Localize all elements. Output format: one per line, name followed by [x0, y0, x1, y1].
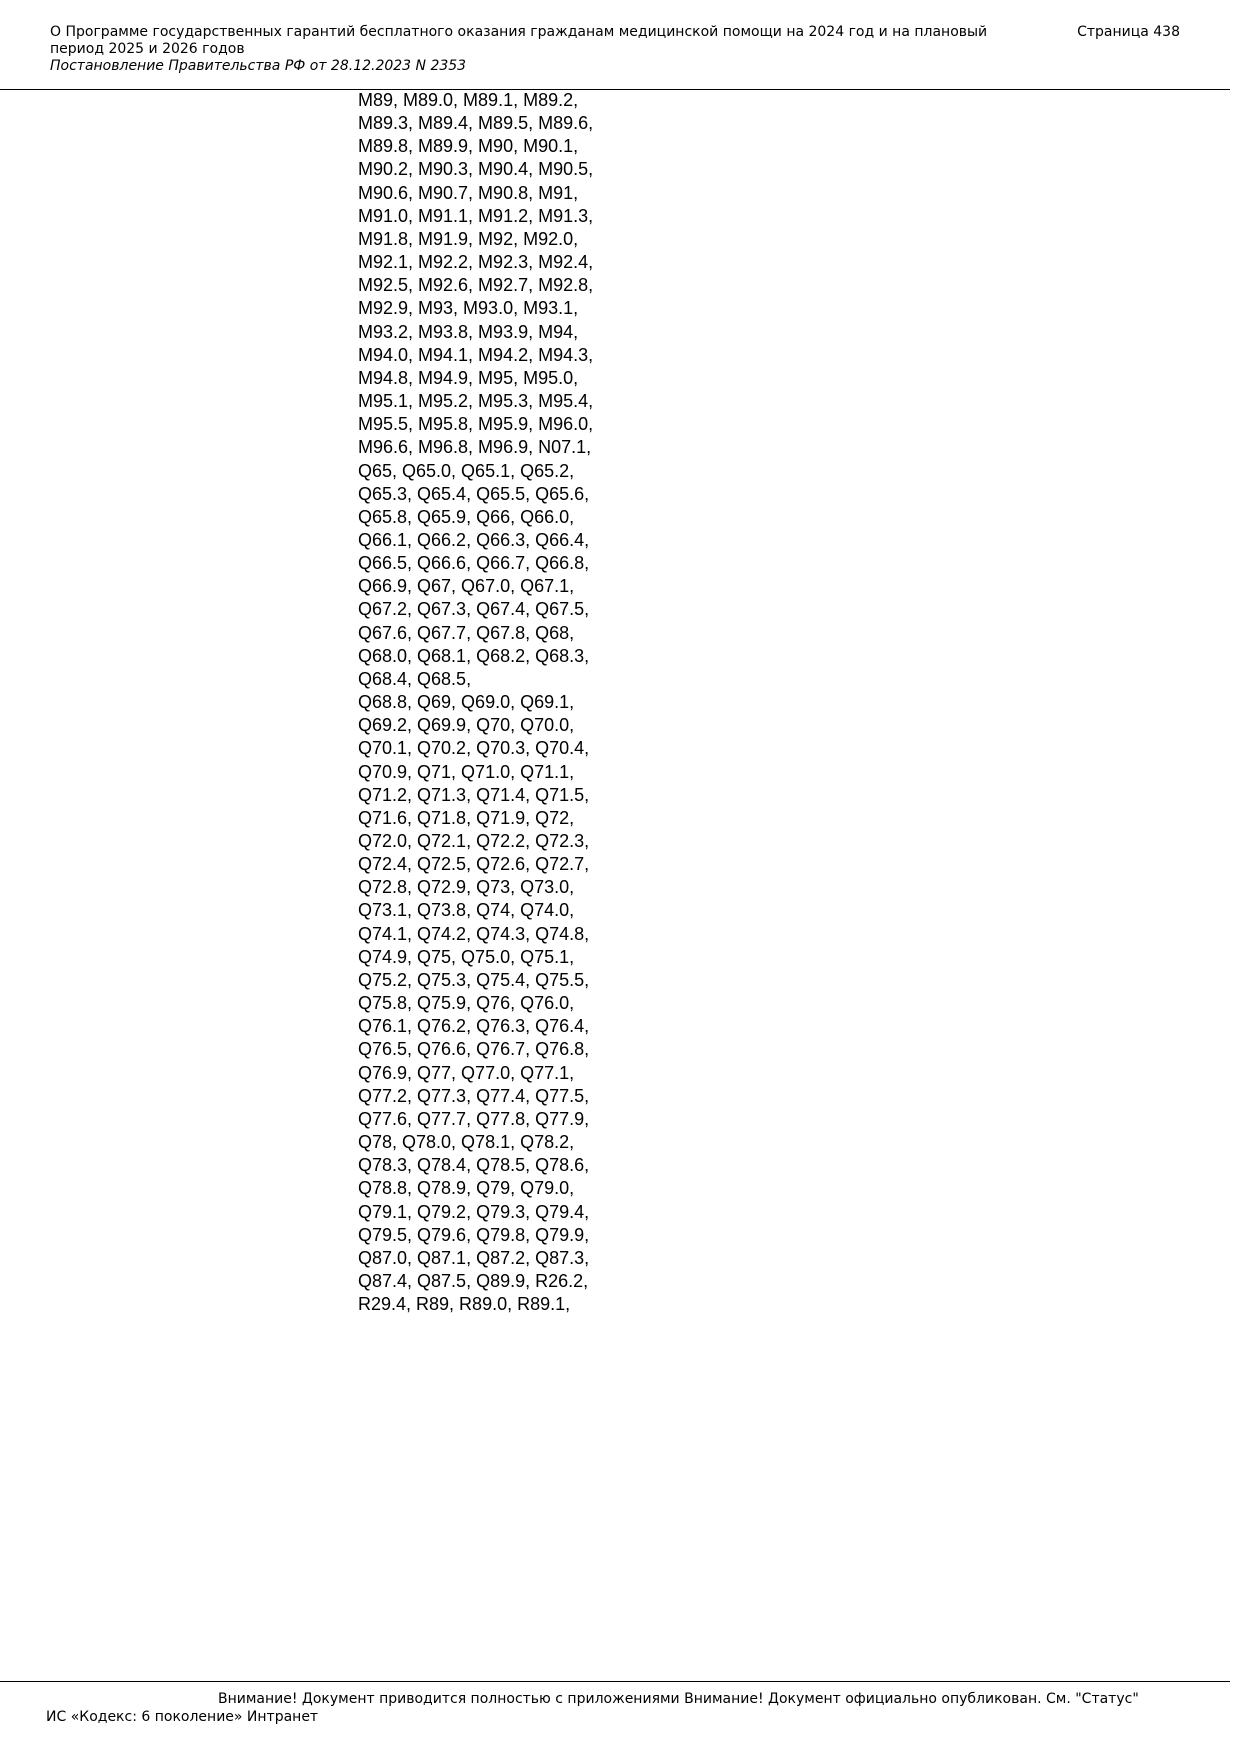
code-line: Q79.1, Q79.2, Q79.3, Q79.4, [358, 1201, 590, 1222]
code-line: Q87.4, Q87.5, Q89.9, R26.2, [358, 1270, 589, 1291]
code-line: Q70.9, Q71, Q71.0, Q71.1, [358, 761, 575, 782]
code-line: Q72.8, Q72.9, Q73, Q73.0, [358, 877, 575, 898]
code-line: M92.1, M92.2, M92.3, M92.4, [358, 252, 594, 273]
page-number: Страница 438 [1077, 24, 1180, 40]
code-line: Q65, Q65.0, Q65.1, Q65.2, [358, 460, 575, 481]
code-line: M91.8, M91.9, M92, M92.0, [358, 228, 579, 249]
document-subtitle: Постановление Правительства РФ от 28.12.2023 N 2353 [50, 58, 467, 74]
code-line: Q68.0, Q68.1, Q68.2, Q68.3, [358, 645, 590, 666]
page-header [50, 24, 1190, 75]
code-line: Q75.8, Q75.9, Q76, Q76.0, [358, 993, 575, 1014]
code-line: M96.6, M96.8, M96.9, N07.1, [358, 437, 592, 458]
code-line: M89.8, M89.9, M90, M90.1, [358, 136, 579, 157]
code-line: Q66.5, Q66.6, Q66.7, Q66.8, [358, 553, 590, 574]
code-line: Q76.9, Q77, Q77.0, Q77.1, [358, 1062, 575, 1083]
code-line: Q78, Q78.0, Q78.1, Q78.2, [358, 1132, 575, 1153]
code-line: M91.0, M91.1, M91.2, M91.3, [358, 205, 594, 226]
code-line: M95.5, M95.8, M95.9, M96.0, [358, 414, 594, 435]
code-line: Q78.3, Q78.4, Q78.5, Q78.6, [358, 1155, 590, 1176]
footer-system-name: ИС «Кодекс: 6 поколение» Интранет [46, 1709, 319, 1725]
code-line: M90.2, M90.3, M90.4, M90.5, [358, 159, 594, 180]
code-line: Q77.6, Q77.7, Q77.8, Q77.9, [358, 1108, 590, 1129]
code-line: Q74.1, Q74.2, Q74.3, Q74.8, [358, 923, 590, 944]
code-line: Q66.9, Q67, Q67.0, Q67.1, [358, 576, 575, 597]
code-line: Q68.4, Q68.5, [358, 668, 472, 689]
code-line: Q71.6, Q71.8, Q71.9, Q72, [358, 807, 575, 828]
code-line: Q75.2, Q75.3, Q75.4, Q75.5, [358, 969, 590, 990]
code-line: Q65.3, Q65.4, Q65.5, Q65.6, [358, 483, 590, 504]
code-line: Q73.1, Q73.8, Q74, Q74.0, [358, 900, 575, 921]
code-line: Q67.2, Q67.3, Q67.4, Q67.5, [358, 599, 590, 620]
code-line: Q72.0, Q72.1, Q72.2, Q72.3, [358, 831, 590, 851]
document-title: О Программе государственных гарантий бесплатного оказания гражданам медицинской помощи на 2024 год и на плановый период 2025 и 2026 годов [50, 24, 988, 57]
code-line: Q79.5, Q79.6, Q79.8, Q79.9, [358, 1224, 590, 1245]
code-line: Q78.8, Q78.9, Q79, Q79.0, [358, 1178, 575, 1199]
code-line: Q66.1, Q66.2, Q66.3, Q66.4, [358, 529, 590, 550]
code-line: Q70.1, Q70.2, Q70.3, Q70.4, [358, 738, 590, 759]
footer-notice: Внимание! Документ приводится полностью с приложениями Внимание! Документ официально опубликован. См. "Статус" [218, 1691, 1139, 1707]
code-line: Q77.2, Q77.3, Q77.4, Q77.5, [358, 1085, 590, 1106]
code-line: Q67.6, Q67.7, Q67.8, Q68, [358, 622, 575, 643]
code-line: Q69.2, Q69.9, Q70, Q70.0, [358, 715, 575, 736]
code-line: M92.9, M93, M93.0, M93.1, [358, 298, 579, 319]
code-line: M93.2, M93.8, M93.9, M94, [358, 321, 579, 342]
code-line: M90.6, M90.7, M90.8, M91, [358, 182, 579, 203]
code-line: M89.3, M89.4, M89.5, M89.6, [358, 113, 594, 134]
diagnosis-codes-column [358, 89, 618, 1316]
footer-divider [0, 1681, 1230, 1682]
code-line: Q76.5, Q76.6, Q76.7, Q76.8, [358, 1039, 590, 1060]
code-line: R29.4, R89, R89.0, R89.1, [358, 1294, 571, 1315]
code-line: Q71.2, Q71.3, Q71.4, Q71.5, [358, 784, 590, 805]
code-line: Q72.4, Q72.5, Q72.6, Q72.7, [358, 854, 590, 875]
code-line: M92.5, M92.6, M92.7, M92.8, [358, 275, 594, 296]
code-line: Q68.8, Q69, Q69.0, Q69.1, [358, 692, 575, 713]
code-line: Q87.0, Q87.1, Q87.2, Q87.3, [358, 1247, 590, 1268]
code-line: M94.0, M94.1, M94.2, M94.3, [358, 344, 594, 365]
code-line: Q65.8, Q65.9, Q66, Q66.0, [358, 506, 575, 527]
code-line: Q76.1, Q76.2, Q76.3, Q76.4, [358, 1016, 590, 1037]
code-line: Q74.9, Q75, Q75.0, Q75.1, [358, 946, 575, 967]
code-line: M89, M89.0, M89.1, M89.2, [358, 90, 579, 110]
code-line: M95.1, M95.2, M95.3, M95.4, [358, 391, 594, 412]
code-line: M94.8, M94.9, M95, M95.0, [358, 367, 579, 388]
